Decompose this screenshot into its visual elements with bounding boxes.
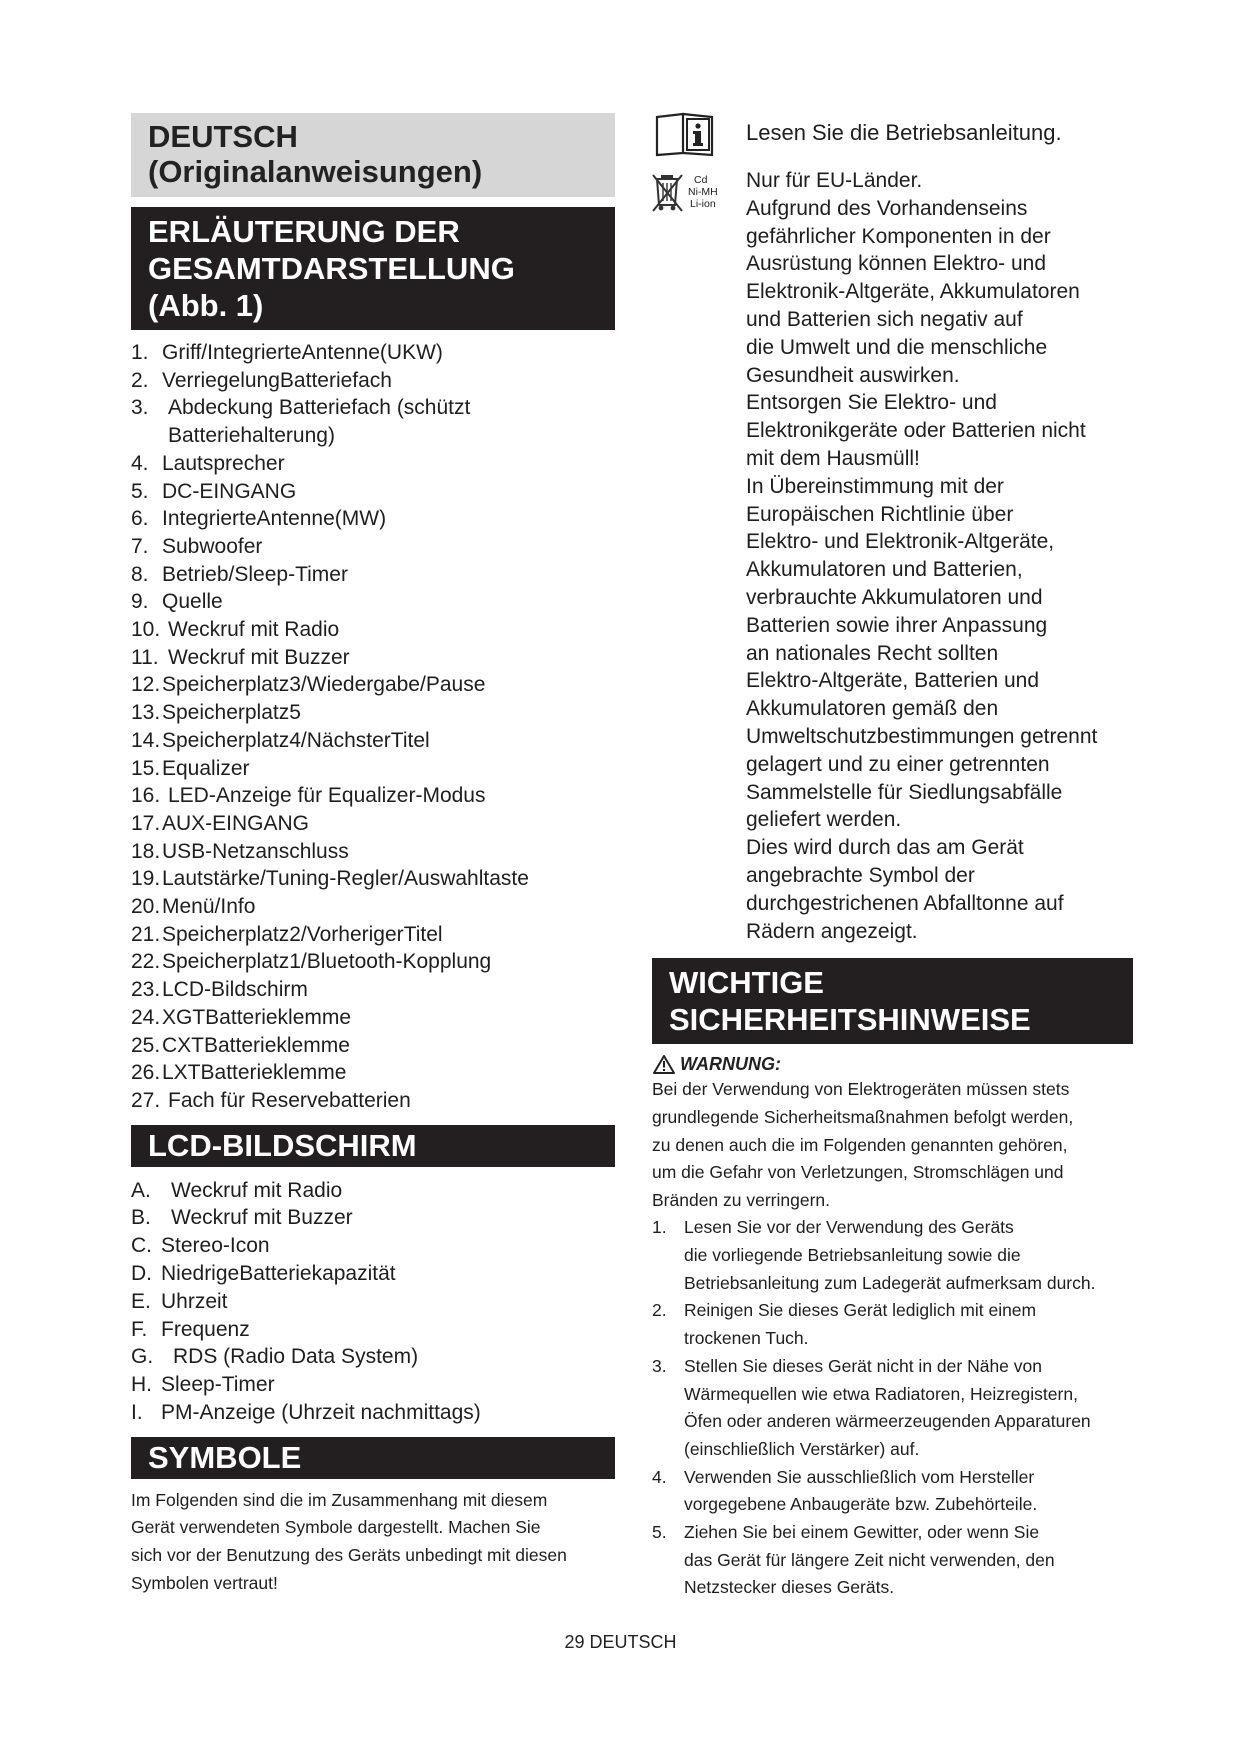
lcd-item-letter: B. <box>131 1206 151 1230</box>
overview-item <box>131 616 615 644</box>
overview-item <box>131 1032 615 1060</box>
item-text <box>162 339 443 367</box>
left-column <box>131 113 615 1597</box>
item-text-line: Lautstärke/Tuning-Regler/Auswahltaste <box>162 867 529 891</box>
eu-symbol-row <box>652 167 1142 945</box>
lcd-item-letter: E. <box>131 1289 151 1313</box>
item-text <box>162 450 285 478</box>
safety-item-text <box>684 1464 1037 1519</box>
safety-item-line: die vorliegende Betriebsanleitung sowie die <box>684 1244 1021 1265</box>
safety-item-line: Netzstecker dieses Geräts. <box>684 1577 895 1598</box>
overview-item <box>131 948 615 976</box>
overview-item <box>131 755 615 783</box>
item-number: 27. <box>131 1088 161 1112</box>
eu-text-line: Nur für EU-Länder. <box>746 169 923 192</box>
overview-item <box>131 533 615 561</box>
lcd-item-letter: C. <box>131 1234 152 1258</box>
item-text-line: LED-Anzeige für Equalizer-Modus <box>168 784 486 808</box>
safety-item-line: vorgegebene Anbaugeräte bzw. Zubehörteile. <box>684 1494 1038 1515</box>
item-text <box>162 893 255 921</box>
item-number: 11. <box>131 645 159 669</box>
warning-label: WARNUNG: <box>680 1054 781 1075</box>
eu-text-line: Europäischen Richtlinie über <box>746 502 1014 526</box>
overview-item <box>131 893 615 921</box>
item-text-line: DC-EINGANG <box>162 479 297 503</box>
warning-text-line: um die Gefahr von Verletzungen, Stromschlägen und <box>652 1162 1064 1183</box>
item-number: 20. <box>131 895 161 919</box>
warning-text-line: grundlegende Sicherheitsmaßnahmen befolgt werden, <box>652 1106 1074 1127</box>
eu-text-line: In Übereinstimmung mit der <box>746 474 1004 498</box>
item-number: 21. <box>131 922 161 946</box>
safety-list <box>652 1214 1142 1602</box>
overview-item <box>131 478 615 506</box>
eu-text-line: verbrauchte Akkumulatoren und <box>746 585 1043 609</box>
item-text-line: LXTBatterieklemme <box>162 1061 347 1085</box>
safety-item <box>652 1214 1142 1297</box>
eu-text-line: durchgestrichenen Abfalltonne auf <box>746 891 1064 915</box>
eu-text-line: Elektronikgeräte oder Batterien nicht <box>746 419 1086 443</box>
overview-item <box>131 367 615 395</box>
symbols-intro-line: Im Folgenden sind die im Zusammenhang mit diesem <box>131 1489 548 1510</box>
eu-text-line: Entsorgen Sie Elektro- und <box>746 391 997 415</box>
overview-item <box>131 921 615 949</box>
eu-label-cd: Cd <box>694 174 708 186</box>
item-number: 4. <box>131 451 149 475</box>
safety-item-line: das Gerät für längere Zeit nicht verwenden, den <box>684 1549 1055 1570</box>
overview-heading-line: (Abb. 1) <box>148 288 264 323</box>
lcd-item <box>131 1204 615 1232</box>
eu-label-liion: Li-ion <box>690 198 716 210</box>
eu-text-line: Sammelstelle für Siedlungsabfälle <box>746 780 1063 804</box>
lcd-item <box>131 1371 615 1399</box>
eu-text-line: Elektro- und Elektronik-Altgeräte, <box>746 530 1055 554</box>
safety-item-text <box>684 1297 1036 1352</box>
safety-item <box>652 1519 1142 1602</box>
item-number: 18. <box>131 839 161 863</box>
item-text <box>162 921 443 949</box>
lcd-item <box>131 1177 615 1205</box>
overview-item <box>131 339 615 367</box>
item-number: 10. <box>131 618 161 642</box>
safety-item-line: Stellen Sie dieses Gerät nicht in der Nähe von <box>684 1355 1042 1376</box>
lcd-item-text: Uhrzeit <box>161 1289 228 1313</box>
item-text <box>168 394 470 449</box>
lcd-item-letter: D. <box>131 1262 152 1286</box>
eu-text-line: Batterien sowie ihrer Anpassung <box>746 613 1048 637</box>
safety-heading-line: WICHTIGE <box>669 965 824 1001</box>
lcd-item-text: NiedrigeBatteriekapazität <box>161 1262 396 1286</box>
lcd-heading-text: LCD-BILDSCHIRM <box>148 1127 417 1163</box>
overview-item <box>131 671 615 699</box>
item-text <box>162 727 430 755</box>
safety-item-line: Verwenden Sie ausschließlich vom Hersteller <box>684 1466 1035 1487</box>
eu-text-line: Gesundheit auswirken. <box>746 363 960 387</box>
overview-item <box>131 450 615 478</box>
overview-heading-line: GESAMTDARSTELLUNG <box>148 251 515 286</box>
lcd-heading <box>131 1125 615 1167</box>
item-number: 17. <box>131 811 161 835</box>
lcd-item <box>131 1399 615 1427</box>
item-number: 8. <box>131 562 149 586</box>
item-number: 19. <box>131 867 161 891</box>
eu-text-line: und Batterien sich negativ auf <box>746 307 1023 331</box>
eu-text-line: Umweltschutzbestimmungen getrennt <box>746 724 1098 748</box>
safety-item-number: 3. <box>652 1355 667 1376</box>
item-text-line: Speicherplatz2/VorherigerTitel <box>162 922 443 946</box>
manual-symbol-text: Lesen Sie die Betriebsanleitung. <box>746 120 1062 145</box>
safety-item-number: 1. <box>652 1217 667 1238</box>
overview-item <box>131 976 615 1004</box>
safety-item <box>652 1297 1142 1352</box>
item-text-line: Menü/Info <box>162 895 256 919</box>
warning-triangle-icon <box>652 1054 676 1075</box>
lcd-item <box>131 1260 615 1288</box>
lcd-item-text: Stereo-Icon <box>161 1234 270 1258</box>
lcd-item-letter: A. <box>131 1178 151 1202</box>
eu-text-line: gelagert und zu einer getrennten <box>746 752 1050 776</box>
item-text <box>162 1032 350 1060</box>
lcd-list <box>131 1177 615 1427</box>
item-text <box>162 505 386 533</box>
eu-label-nimh: Ni-MH <box>688 186 718 198</box>
item-text-line: CXTBatterieklemme <box>162 1033 350 1057</box>
lcd-item-letter: H. <box>131 1373 152 1397</box>
symbols-intro-line: Gerät verwendeten Symbole dargestellt. Machen Sie <box>131 1517 541 1538</box>
item-text <box>162 367 392 395</box>
page-footer: 29 DEUTSCH <box>564 1632 677 1652</box>
lcd-item-text: RDS (Radio Data System) <box>173 1345 419 1369</box>
lcd-item-text: Weckruf mit Buzzer <box>171 1206 353 1230</box>
lcd-item <box>131 1232 615 1260</box>
read-manual-icon <box>654 111 716 162</box>
warning-text-line: Bränden zu verringern. <box>652 1189 831 1210</box>
lcd-item <box>131 1343 615 1371</box>
item-number: 16. <box>131 784 161 808</box>
symbols-intro <box>131 1487 615 1597</box>
item-number: 12. <box>131 673 161 697</box>
overview-item <box>131 727 615 755</box>
eu-text-line: Dies wird durch das am Gerät <box>746 836 1024 860</box>
item-text-line: Fach für Reservebatterien <box>168 1088 411 1112</box>
item-text-line: Weckruf mit Radio <box>168 618 340 642</box>
item-number: 24. <box>131 1005 161 1029</box>
item-text-line: Betrieb/Sleep-Timer <box>162 562 348 586</box>
item-number: 26. <box>131 1061 161 1085</box>
item-text-line: Subwoofer <box>162 534 263 558</box>
item-text <box>162 976 308 1004</box>
warning-label-row <box>652 1054 1142 1075</box>
item-text <box>168 782 485 810</box>
item-text <box>162 588 223 616</box>
overview-item <box>131 838 615 866</box>
safety-item-text <box>684 1353 1091 1464</box>
item-text <box>168 644 350 672</box>
safety-item-line: Lesen Sie vor der Verwendung des Geräts <box>684 1217 1014 1238</box>
overview-item <box>131 699 615 727</box>
symbols-intro-line: sich vor der Benutzung des Geräts unbedingt mit diesen <box>131 1545 567 1566</box>
overview-item <box>131 1087 615 1115</box>
eu-text-line: Ausrüstung können Elektro- und <box>746 252 1047 276</box>
safety-item <box>652 1353 1142 1464</box>
language-title-line: (Originalanweisungen) <box>148 154 483 189</box>
item-text <box>162 1059 346 1087</box>
language-title <box>131 113 615 197</box>
eu-text-line: Akkumulatoren gemäß den <box>746 697 999 721</box>
safety-item-number: 4. <box>652 1466 667 1487</box>
lcd-item <box>131 1288 615 1316</box>
item-number: 6. <box>131 507 149 531</box>
safety-item-line: Betriebsanleitung zum Ladegerät aufmerksam durch. <box>684 1272 1096 1293</box>
manual-symbol-row <box>652 113 1142 161</box>
item-number: 25. <box>131 1033 161 1057</box>
item-text-line: Lautsprecher <box>162 451 285 475</box>
item-text-line: Speicherplatz1/Bluetooth-Kopplung <box>162 950 492 974</box>
eu-text-line: Elektronik-Altgeräte, Akkumulatoren <box>746 280 1080 304</box>
eu-text-line: die Umwelt und die menschliche <box>746 335 1048 359</box>
eu-text-line: an nationales Recht sollten <box>746 641 999 665</box>
safety-item-line: Ziehen Sie bei einem Gewitter, oder wenn Sie <box>684 1522 1040 1543</box>
eu-text-line: Elektro-Altgeräte, Batterien und <box>746 669 1039 693</box>
overview-item <box>131 394 615 449</box>
eu-symbol-text <box>746 167 1142 945</box>
item-number: 14. <box>131 728 161 752</box>
eu-text-line: Rädern angezeigt. <box>746 919 918 943</box>
safety-item-line: Öfen oder anderen wärmeerzeugenden Apparaturen <box>684 1411 1091 1432</box>
safety-heading <box>652 958 1133 1044</box>
eu-text-line: gefährlicher Komponenten in der <box>746 224 1051 248</box>
eu-text-line: angebrachte Symbol der <box>746 863 975 887</box>
symbols-heading <box>131 1437 615 1479</box>
item-text-line: USB-Netzanschluss <box>162 839 349 863</box>
overview-list <box>131 339 615 1115</box>
overview-heading <box>131 207 615 330</box>
item-text <box>162 699 301 727</box>
item-number: 1. <box>131 341 149 364</box>
item-text <box>168 1087 411 1115</box>
item-text-line: IntegrierteAntenne(MW) <box>162 507 387 531</box>
safety-item-line: (einschließlich Verstärker) auf. <box>684 1438 920 1459</box>
item-text-line: Abdeckung Batteriefach (schützt <box>168 396 471 420</box>
item-text-line: LCD-Bildschirm <box>162 978 308 1002</box>
item-text <box>162 478 296 506</box>
right-column <box>652 113 1142 1602</box>
language-title-line: DEUTSCH <box>148 119 298 154</box>
item-text-line: Griff/IntegrierteAntenne(UKW) <box>162 341 443 364</box>
item-number: 23. <box>131 978 161 1002</box>
warning-text-line: zu denen auch die im Folgenden genannten gehören, <box>652 1134 1068 1155</box>
item-text <box>162 838 349 866</box>
item-number: 9. <box>131 590 149 614</box>
overview-item <box>131 561 615 589</box>
eu-text-line: Akkumulatoren und Batterien, <box>746 558 1023 582</box>
item-number: 3. <box>131 396 149 420</box>
item-text-line: Quelle <box>162 590 223 614</box>
item-text-continuation: Batteriehalterung) <box>168 424 335 448</box>
item-number: 7. <box>131 534 149 558</box>
item-text <box>162 810 309 838</box>
lcd-item-text: Frequenz <box>161 1317 250 1341</box>
lcd-item-text: Weckruf mit Radio <box>171 1178 343 1202</box>
item-text <box>162 561 348 589</box>
safety-item-text <box>684 1519 1055 1602</box>
item-number: 15. <box>131 756 161 780</box>
item-number: 13. <box>131 701 161 725</box>
item-text <box>162 755 250 783</box>
item-text-line: VerriegelungBatteriefach <box>162 368 392 392</box>
symbols-heading-text: SYMBOLE <box>148 1439 302 1475</box>
crossed-bin-icon <box>652 171 734 220</box>
warning-text-line: Bei der Verwendung von Elektrogeräten müssen stets <box>652 1079 1070 1100</box>
overview-item <box>131 865 615 893</box>
item-text-line: XGTBatterieklemme <box>162 1005 352 1029</box>
lcd-item-text: Sleep-Timer <box>161 1373 275 1397</box>
overview-item <box>131 1059 615 1087</box>
overview-item <box>131 505 615 533</box>
safety-item-line: Reinigen Sie dieses Gerät lediglich mit einem <box>684 1300 1037 1321</box>
item-text <box>162 533 262 561</box>
eu-text-line: geliefert werden. <box>746 808 902 832</box>
overview-heading-line: ERLÄUTERUNG DER <box>148 214 460 249</box>
item-number: 5. <box>131 479 149 503</box>
eu-text-line: Aufgrund des Vorhandenseins <box>746 196 1028 220</box>
overview-item <box>131 782 615 810</box>
safety-item-number: 5. <box>652 1522 667 1543</box>
item-text <box>162 671 485 699</box>
item-text <box>168 616 339 644</box>
safety-item-number: 2. <box>652 1300 667 1321</box>
item-text-line: Speicherplatz3/Wiedergabe/Pause <box>162 673 486 697</box>
symbols-intro-line: Symbolen vertraut! <box>131 1572 278 1593</box>
lcd-item-letter: G. <box>131 1345 154 1369</box>
overview-item <box>131 588 615 616</box>
overview-item <box>131 810 615 838</box>
lcd-item-text: PM-Anzeige (Uhrzeit nachmittags) <box>161 1401 481 1425</box>
safety-heading-line: SICHERHEITSHINWEISE <box>669 1002 1031 1038</box>
safety-item-line: trockenen Tuch. <box>684 1328 809 1349</box>
item-text-line: Weckruf mit Buzzer <box>168 645 350 669</box>
item-text-line: Equalizer <box>162 756 250 780</box>
safety-item-text <box>684 1214 1095 1297</box>
lcd-item-letter: F. <box>131 1317 148 1341</box>
lcd-item-letter: I. <box>131 1401 143 1425</box>
item-text-line: Speicherplatz4/NächsterTitel <box>162 728 430 752</box>
overview-item <box>131 644 615 672</box>
item-number: 2. <box>131 368 149 392</box>
item-text <box>162 948 491 976</box>
safety-item-line: Wärmequellen wie etwa Radiatoren, Heizregistern, <box>684 1383 1078 1404</box>
item-number: 22. <box>131 950 161 974</box>
item-text-line: Speicherplatz5 <box>162 701 301 725</box>
item-text-line: AUX-EINGANG <box>162 811 310 835</box>
warning-text <box>652 1076 1142 1214</box>
item-text <box>162 1004 351 1032</box>
lcd-item <box>131 1316 615 1344</box>
item-text <box>162 865 529 893</box>
eu-text-line: mit dem Hausmüll! <box>746 446 920 470</box>
safety-item <box>652 1464 1142 1519</box>
overview-item <box>131 1004 615 1032</box>
